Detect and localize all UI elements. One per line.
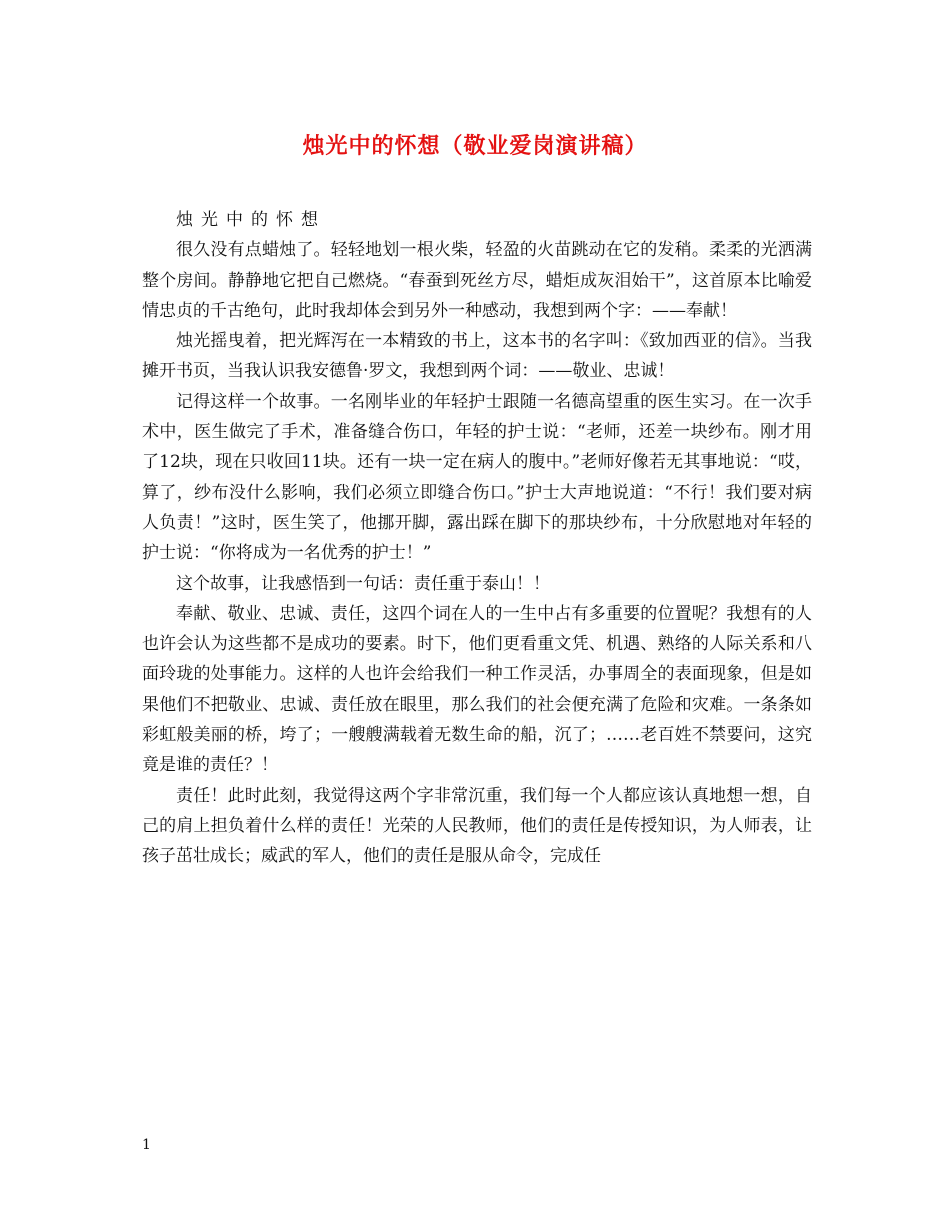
paragraph: 很久没有点蜡烛了。轻轻地划一根火柴，轻盈的火苗跳动在它的发稍。柔柔的光洒满整个房间。静静地它把自己燃烧。“春蚕到死丝方尽，蜡炬成灰泪始干”，这首原本比喻爱情忠贞的千古绝句，此时我却体会到另外一种感动，我想到两个字：——奉献！ <box>142 240 812 321</box>
document-title: 烛光中的怀想（敬业爱岗演讲稿） <box>302 133 648 159</box>
paragraph: 记得这样一个故事。一名刚毕业的年轻护士跟随一名德高望重的医生实习。在一次手术中，医生做完了手术，准备缝合伤口，年轻的护士说：“老师，还差一块纱布。刚才用了12块，现在只收回11块。还有一块一定在病人的腹中。”老师好像若无其事地说：“哎，算了，纱布没什么影响，我们必须立即缝合伤口。”护士大声地说道：“不行！我们要对病人负责！”这时，医生笑了，他挪开脚，露出踩在脚下的那块纱布，十分欣慰地对年轻的护士说：“你将成为一名优秀的护士！” <box>142 391 812 564</box>
document-subtitle: 烛光中的怀想 <box>176 210 326 230</box>
paragraph: 烛光摇曳着，把光辉泻在一本精致的书上，这本书的名字叫：《致加西亚的信》。当我摊开书页，当我认识我安德鲁·罗文，我想到两个词：——敬业、忠诚！ <box>142 331 812 382</box>
paragraph: 奉献、敬业、忠诚、责任，这四个词在人的一生中占有多重要的位置呢？我想有的人也许会认为这些都不是成功的要素。时下，他们更看重文凭、机遇、熟络的人际关系和八面玲珑的处事能力。这样的人也许会给我们一种工作灵活，办事周全的表面现象，但是如果他们不把敬业、忠诚、责任放在眼里，那么我们的社会便充满了危险和灾难。一条条如彩虹般美丽的桥，垮了；一艘艘满载着无数生命的船，沉了；……老百姓不禁要问，这究竟是谁的责任？！ <box>142 603 812 776</box>
document-body <box>142 205 812 872</box>
paragraph: 这个故事，让我感悟到一句话：责任重于泰山！！ <box>176 573 550 594</box>
page-number: 1 <box>142 1137 151 1153</box>
paragraph: 责任！此时此刻，我觉得这两个字非常沉重，我们每一个人都应该认真地想一想，自己的肩上担负着什么样的责任！光荣的人民教师，他们的责任是传授知识，为人师表，让孩子茁壮成长；威武的军人，他们的责任是服从命令，完成任 <box>142 785 812 867</box>
